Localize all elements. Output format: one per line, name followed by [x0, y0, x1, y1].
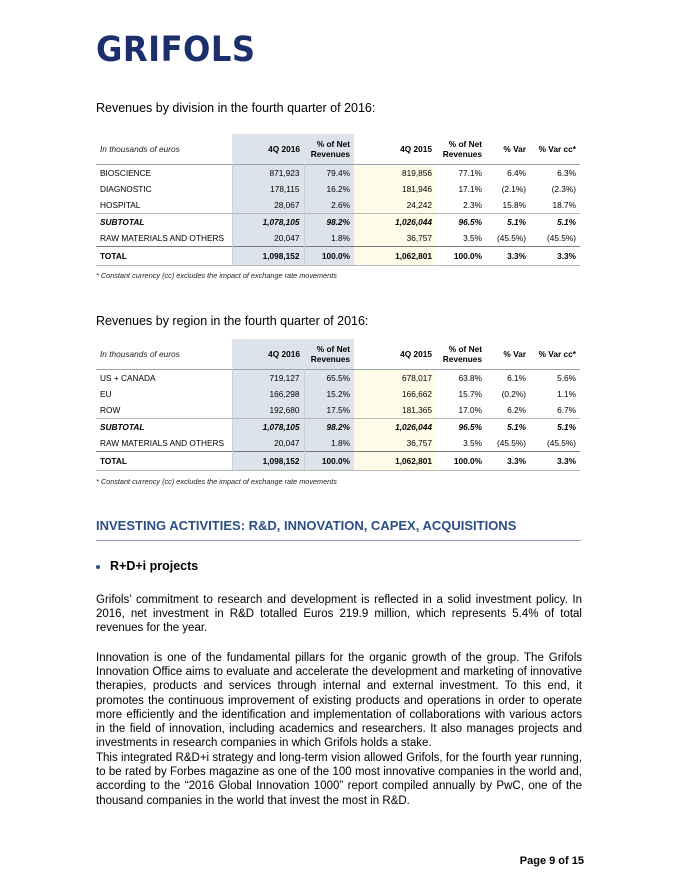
table-row: [96, 181, 580, 197]
value-4q2015: 1,026,044: [354, 419, 436, 436]
pct-4q2015: 96.5%: [436, 419, 486, 436]
pct-4q2015: 17.1%: [458, 184, 482, 194]
total-row: [96, 247, 580, 266]
pct-var: (0.2%): [501, 389, 526, 399]
pct-var: 6.1%: [507, 373, 526, 383]
pct-4q2016: 65.5%: [304, 370, 354, 387]
col-4q2016: 4Q 2016: [232, 339, 304, 370]
subtotal-row: [96, 419, 580, 436]
pct-var: 6.2%: [507, 405, 526, 415]
grifols-logo: GRIFOLS: [96, 30, 256, 70]
pct-4q2015: 3.5%: [463, 233, 482, 243]
pct-var: 5.1%: [486, 214, 530, 231]
pct-var: (45.5%): [496, 438, 526, 448]
pct-var-cc: 6.7%: [557, 405, 576, 415]
pct-4q2015: 100.0%: [436, 247, 486, 266]
pct-var-cc: 5.1%: [530, 214, 580, 231]
col-4q2015: 4Q 2015: [400, 144, 432, 154]
value-4q2016: 166,298: [232, 386, 304, 402]
unit-label: In thousands of euros: [100, 349, 180, 359]
pct-4q2016: 16.2%: [304, 181, 354, 197]
pct-var: (45.5%): [496, 233, 526, 243]
table-row: [96, 402, 580, 419]
table-row: [96, 197, 580, 214]
pct-var-cc: 1.1%: [557, 389, 576, 399]
pct-4q2016: 98.2%: [304, 214, 354, 231]
row-label: US + CANADA: [100, 373, 156, 383]
pct-var: 3.3%: [486, 452, 530, 471]
col-var-cc: % Var cc*: [538, 349, 576, 359]
pct-4q2015: 96.5%: [436, 214, 486, 231]
value-4q2016: 871,923: [232, 165, 304, 182]
bullet-heading: [96, 559, 198, 573]
value-4q2016: 1,098,152: [232, 452, 304, 471]
pct-var-cc: 18.7%: [552, 200, 576, 210]
value-4q2015: 36,757: [354, 435, 436, 452]
unit-label: In thousands of euros: [100, 144, 180, 154]
pct-var-cc: (45.5%): [546, 438, 576, 448]
col-4q2016: 4Q 2016: [232, 134, 304, 165]
col-pct-2016: % of Net Revenues: [304, 339, 354, 370]
pct-var-cc: 5.1%: [530, 419, 580, 436]
table-row: [96, 165, 580, 182]
pct-var-cc: 6.3%: [557, 168, 576, 178]
pct-var: 6.4%: [507, 168, 526, 178]
raw-materials-row: [96, 230, 580, 247]
value-4q2015: 181,365: [354, 402, 436, 419]
pct-4q2016: 2.6%: [304, 197, 354, 214]
division-table: [96, 134, 580, 266]
row-label: RAW MATERIALS AND OTHERS: [100, 438, 225, 448]
col-pct-2015: % of Net Revenues: [442, 139, 482, 159]
division-footnote: * Constant currency (cc) excludes the impact of exchange rate movements: [96, 271, 337, 280]
row-label: RAW MATERIALS AND OTHERS: [100, 233, 225, 243]
row-label: HOSPITAL: [100, 200, 141, 210]
pct-var: 15.8%: [502, 200, 526, 210]
bullet-label: R+D+i projects: [110, 559, 199, 573]
pct-4q2015: 77.1%: [458, 168, 482, 178]
value-4q2015: 819,856: [354, 165, 436, 182]
pct-4q2016: 79.4%: [304, 165, 354, 182]
value-4q2015: 678,017: [354, 370, 436, 387]
value-4q2015: 1,026,044: [354, 214, 436, 231]
value-4q2015: 24,242: [354, 197, 436, 214]
pct-4q2015: 17.0%: [458, 405, 482, 415]
pct-4q2016: 1.8%: [304, 435, 354, 452]
value-4q2016: 1,078,105: [232, 214, 304, 231]
row-label: EU: [100, 389, 112, 399]
row-label: DIAGNOSTIC: [100, 184, 152, 194]
pct-4q2015: 100.0%: [436, 452, 486, 471]
raw-materials-row: [96, 435, 580, 452]
value-4q2016: 28,067: [232, 197, 304, 214]
value-4q2016: 1,098,152: [232, 247, 304, 266]
col-var: % Var: [503, 349, 526, 359]
col-var: % Var: [503, 144, 526, 154]
pct-var-cc: 3.3%: [530, 452, 580, 471]
pct-var: 5.1%: [486, 419, 530, 436]
value-4q2016: 719,127: [232, 370, 304, 387]
value-4q2015: 36,757: [354, 230, 436, 247]
pct-4q2016: 17.5%: [304, 402, 354, 419]
pct-4q2015: 2.3%: [463, 200, 482, 210]
pct-4q2015: 63.8%: [458, 373, 482, 383]
pct-4q2016: 98.2%: [304, 419, 354, 436]
col-4q2015: 4Q 2015: [400, 349, 432, 359]
pct-4q2015: 15.7%: [458, 389, 482, 399]
pct-4q2016: 100.0%: [304, 452, 354, 471]
pct-4q2016: 100.0%: [304, 247, 354, 266]
section-title: INVESTING ACTIVITIES: R&D, INNOVATION, CAPEX, ACQUISITIONS: [96, 518, 517, 533]
value-4q2016: 192,680: [232, 402, 304, 419]
table-header: [96, 134, 580, 165]
value-4q2015: 181,946: [354, 181, 436, 197]
division-caption: Revenues by division in the fourth quarter of 2016:: [96, 101, 376, 115]
row-label: BIOSCIENCE: [100, 168, 152, 178]
bullet-icon: [96, 565, 100, 569]
col-pct-2015: % of Net Revenues: [442, 344, 482, 364]
pct-4q2015: 3.5%: [463, 438, 482, 448]
pct-4q2016: 1.8%: [304, 230, 354, 247]
value-4q2016: 178,115: [232, 181, 304, 197]
row-label: TOTAL: [96, 247, 232, 266]
total-row: [96, 452, 580, 471]
row-label: ROW: [100, 405, 121, 415]
pct-var-cc: 3.3%: [530, 247, 580, 266]
pct-4q2016: 15.2%: [304, 386, 354, 402]
col-pct-2016: % of Net Revenues: [304, 134, 354, 165]
region-caption: Revenues by region in the fourth quarter of 2016:: [96, 314, 369, 328]
value-4q2015: 1,062,801: [354, 452, 436, 471]
pct-var-cc: (45.5%): [546, 233, 576, 243]
value-4q2016: 1,078,105: [232, 419, 304, 436]
value-4q2016: 20,047: [232, 230, 304, 247]
table-row: [96, 370, 580, 387]
paragraph: Grifols’ commitment to research and development is reflected in a solid investment policy. In 2016, net investment in R&D totalled Euros 219.9 million, which represents 5.4% of total revenues for the year.: [96, 594, 582, 635]
row-label: SUBTOTAL: [96, 214, 232, 231]
region-table: [96, 339, 580, 471]
pct-var: (2.1%): [501, 184, 526, 194]
table-row: [96, 386, 580, 402]
pct-var: 3.3%: [486, 247, 530, 266]
value-4q2016: 20,047: [232, 435, 304, 452]
region-footnote: * Constant currency (cc) excludes the impact of exchange rate movements: [96, 477, 337, 486]
pct-var-cc: (2.3%): [551, 184, 576, 194]
col-var-cc: % Var cc*: [538, 144, 576, 154]
subtotal-row: [96, 214, 580, 231]
value-4q2015: 166,662: [354, 386, 436, 402]
value-4q2015: 1,062,801: [354, 247, 436, 266]
page-number: Page 9 of 15: [519, 855, 584, 867]
paragraph: Innovation is one of the fundamental pillars for the organic growth of the group. The Grifols Innovation Office aims to evaluate and accelerate the development and marketing of innovative therapies, products and services through internal and external investment. To this end, it promotes the continuous improvement of existing products and operations in order to operate more efficiently and the identification and implementation of collaborations with various actors in the field of innovation, including academics and researchers. It also manages projects and investments in research companies in which Grifols holds a stake.: [96, 652, 582, 750]
section-divider: [96, 540, 581, 541]
pct-var-cc: 5.6%: [557, 373, 576, 383]
row-label: TOTAL: [96, 452, 232, 471]
paragraph: This integrated R&D+i strategy and long-term vision allowed Grifols, for the fourth year running, to be rated by Forbes magazine as one of the 100 most innovative companies in the world and, according to the “2016 Global Innovation 1000” report compiled annually by PwC, one of the thousand companies in the world that invest the most in R&D.: [96, 752, 582, 807]
row-label: SUBTOTAL: [96, 419, 232, 436]
table-header: [96, 339, 580, 370]
